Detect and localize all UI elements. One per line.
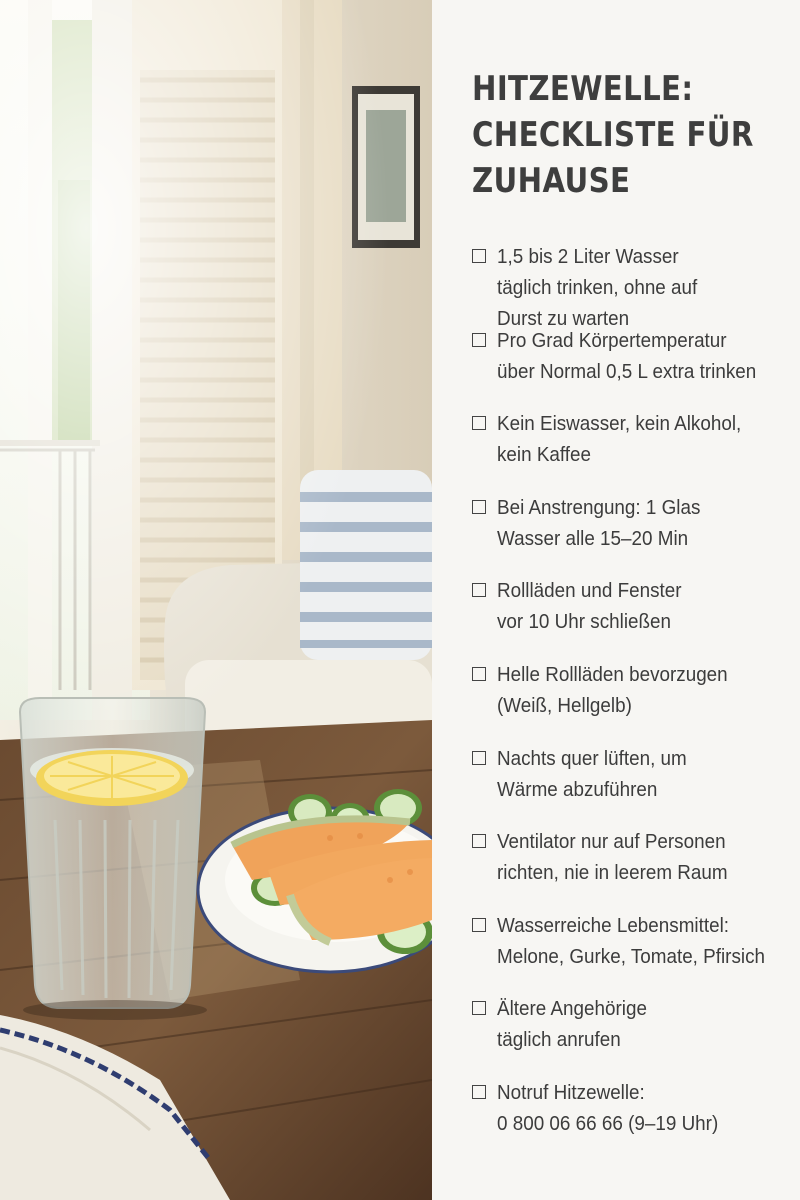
text-line: Ventilator nur auf Personen [497,830,726,854]
checklist-item-text [497,993,800,1055]
text-line: 1,5 bis 2 Liter Wasser [497,245,679,268]
checklist-item-water-rich-food [472,910,792,994]
text-line: kein Kaffee [497,443,592,467]
text-line: Melone, Gurke, Tomate, Pfirsich [497,944,765,968]
text-line: (Weiß, Hellgelb) [497,693,632,717]
text-line: über Normal 0,5 L extra trinken [497,359,757,383]
text-line: Ältere Angehörige [497,997,647,1021]
text-line: Bei Anstrengung: 1 Glas [497,495,701,519]
checklist-item-no-ice-alcohol [472,408,792,492]
text-line: Notruf Hitzewelle: [497,1080,645,1104]
checklist-item-text [497,659,800,721]
checkbox-icon[interactable] [472,751,486,765]
text-line: Kein Eiswasser, kein Alkohol, [497,412,742,436]
checklist-item-exertion [472,492,792,576]
text-line: richten, nie in leerem Raum [497,861,728,885]
checkbox-icon[interactable] [472,500,486,514]
checklist-item-text [497,408,800,470]
checklist-item-call-relatives [472,993,792,1077]
text-line: Wasserreiche Lebensmittel: [497,913,730,937]
checklist-item-text [497,826,800,888]
text-line: Wasser alle 15–20 Min [497,526,689,550]
checkbox-icon[interactable] [472,1001,486,1015]
checklist-item-text [497,492,800,554]
page-title [472,66,782,204]
checklist-item-water-daily [472,241,792,330]
checklist-item-text [497,241,800,334]
checklist-panel [432,0,800,1200]
checkbox-icon[interactable] [472,834,486,848]
checklist-item-fever-extra [472,325,792,409]
text-line: Nachts quer lüften, um [497,746,687,770]
checkbox-icon[interactable] [472,583,486,597]
checklist-item-shutters-close [472,575,792,659]
checklist-item-light-shutters [472,659,792,743]
text-line: täglich anrufen [497,1028,621,1052]
checklist-item-text [497,575,800,637]
checkbox-icon[interactable] [472,918,486,932]
checklist-item-fan [472,826,792,910]
text-line: Rollläden und Fenster [497,579,682,603]
checklist-item-text [497,910,800,972]
checklist-item-text [497,743,800,805]
checkbox-icon[interactable] [472,249,486,263]
text-line: 0 800 06 66 66 (9–19 Uhr) [497,1111,719,1135]
text-line: täglich trinken, ohne auf [497,276,698,299]
text-line: Durst zu warten [497,307,630,330]
checkbox-icon[interactable] [472,1085,486,1099]
checklist [472,241,792,1161]
text-line: Pro Grad Körpertemperatur [497,328,727,352]
text-line: vor 10 Uhr schließen [497,610,672,634]
checklist-item-night-airing [472,743,792,827]
checklist-item-text [497,1077,800,1139]
checkbox-icon[interactable] [472,333,486,347]
text-line: Helle Rollläden bevorzugen [497,662,728,686]
checkbox-icon[interactable] [472,667,486,681]
checklist-item-hotline [472,1077,792,1161]
title-line: CHECKLISTE FÜR [472,115,754,155]
title-line: HITZEWELLE: [472,69,694,109]
checkbox-icon[interactable] [472,416,486,430]
title-line: ZUHAUSE [472,161,631,201]
checklist-item-text [497,325,800,387]
text-line: Wärme abzuführen [497,777,658,801]
